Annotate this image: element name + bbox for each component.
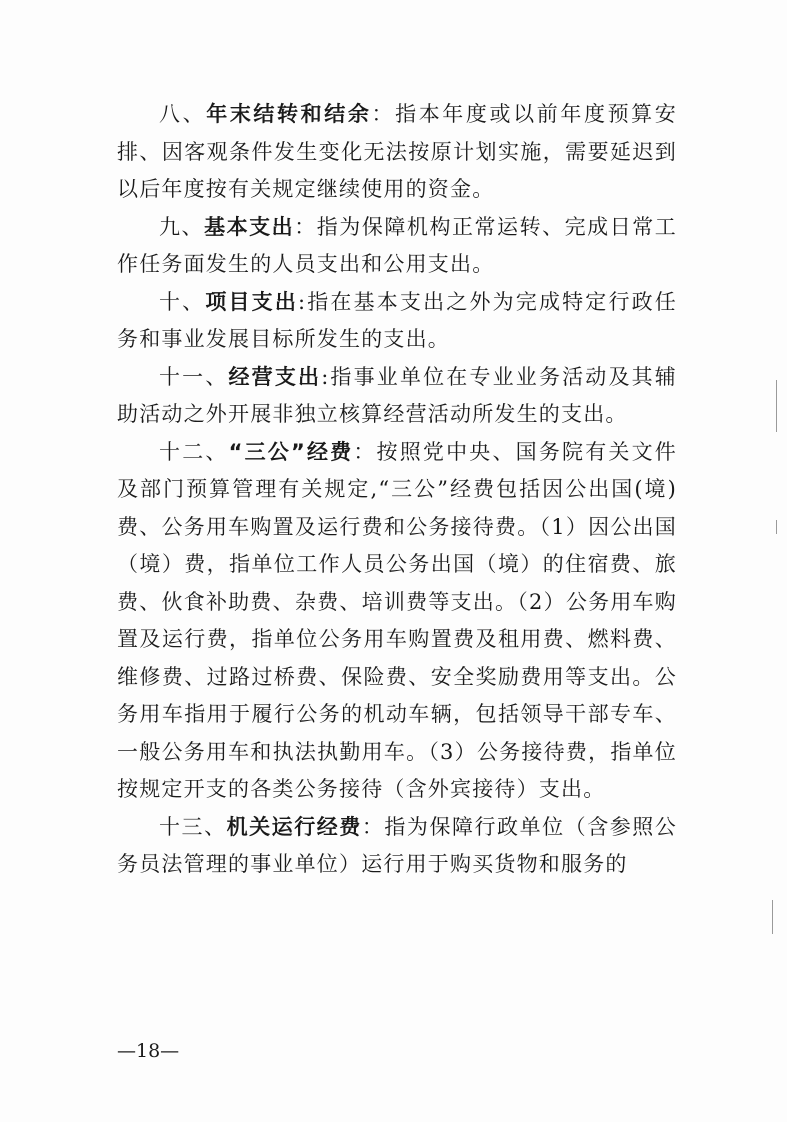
- paragraph-term: 基本支出: [204, 214, 295, 239]
- paragraph-12: [117, 434, 677, 809]
- paragraph-term: 经营支出: [228, 364, 322, 389]
- scan-artifact-line: [776, 380, 777, 432]
- paragraph-11: [117, 359, 677, 434]
- paragraph-term: 项目支出: [205, 289, 299, 314]
- paragraph-text: 指在基本支出之外为完成特定行政任务和事业发展目标所发生的支出。: [117, 289, 677, 351]
- paragraph-text: 指为保障行政单位（含参照公务员法管理的事业单位）运行用于购买货物和服务的: [117, 814, 677, 876]
- paragraph-number: 九、: [159, 214, 205, 239]
- paragraph-text: 指事业单位在专业业务活动及其辅助活动之外开展非独立核算经营活动所发生的支出。: [117, 364, 677, 426]
- paragraph-separator: :: [298, 289, 307, 314]
- scan-artifact-line: [772, 900, 773, 934]
- paragraph-text: 按照党中央、国务院有关文件及部门预算管理有关规定,“三公”经费包括因公出国(境)费、公务用车购置及运行费和公务接待费。（1）因公出国（境）费，指单位工作人员公务出国（境）的住宿费、旅费、伙食补助费、杂费、培训费等支出。（2）公务用车购置及运行费，指单位公务用车购置费及租用费、燃料费、维修费、过路过桥费、保险费、安全奖励费用等支出。公务用车指用于履行公务的机动车辆，包括领导干部专车、一般公务用车和执法执勤用车。（3）公务接待费，指单位按规定开支的各类公务接待（含外宾接待）支出。: [117, 439, 678, 801]
- paragraph-number: 十三、: [159, 814, 227, 839]
- paragraph-text: 指为保障机构正常运转、完成日常工作任务面发生的人员支出和公用支出。: [117, 214, 677, 276]
- page-number: —18—: [117, 1040, 180, 1062]
- paragraph-9: [117, 209, 677, 284]
- paragraph-separator: ：: [294, 214, 317, 239]
- paragraph-term: 年末结转和结余: [206, 102, 372, 126]
- paragraph-text: 指本年度或以前年度预算安排、因客观条件发生变化无法按原计划实施，需要延迟到以后年度按有关规定继续使用的资金。: [117, 102, 677, 201]
- paragraph-separator: ：: [361, 814, 385, 839]
- paragraph-separator: :: [321, 364, 330, 389]
- paragraph-separator: ：: [371, 102, 396, 126]
- paragraph-term: 机关运行经费: [226, 814, 362, 839]
- paragraph-number: 十、: [159, 289, 206, 314]
- document-body: [117, 96, 677, 884]
- paragraph-separator: ：: [353, 439, 377, 464]
- paragraph-number: 八、: [159, 102, 207, 126]
- paragraph-number: 十二、: [159, 439, 229, 464]
- paragraph-number: 十一、: [159, 364, 229, 389]
- paragraph-8: [117, 96, 677, 209]
- paragraph-13: [117, 809, 677, 884]
- paragraph-term: “三公”经费: [228, 439, 354, 464]
- paragraph-10: [117, 284, 677, 359]
- scan-artifact-line: [776, 520, 777, 534]
